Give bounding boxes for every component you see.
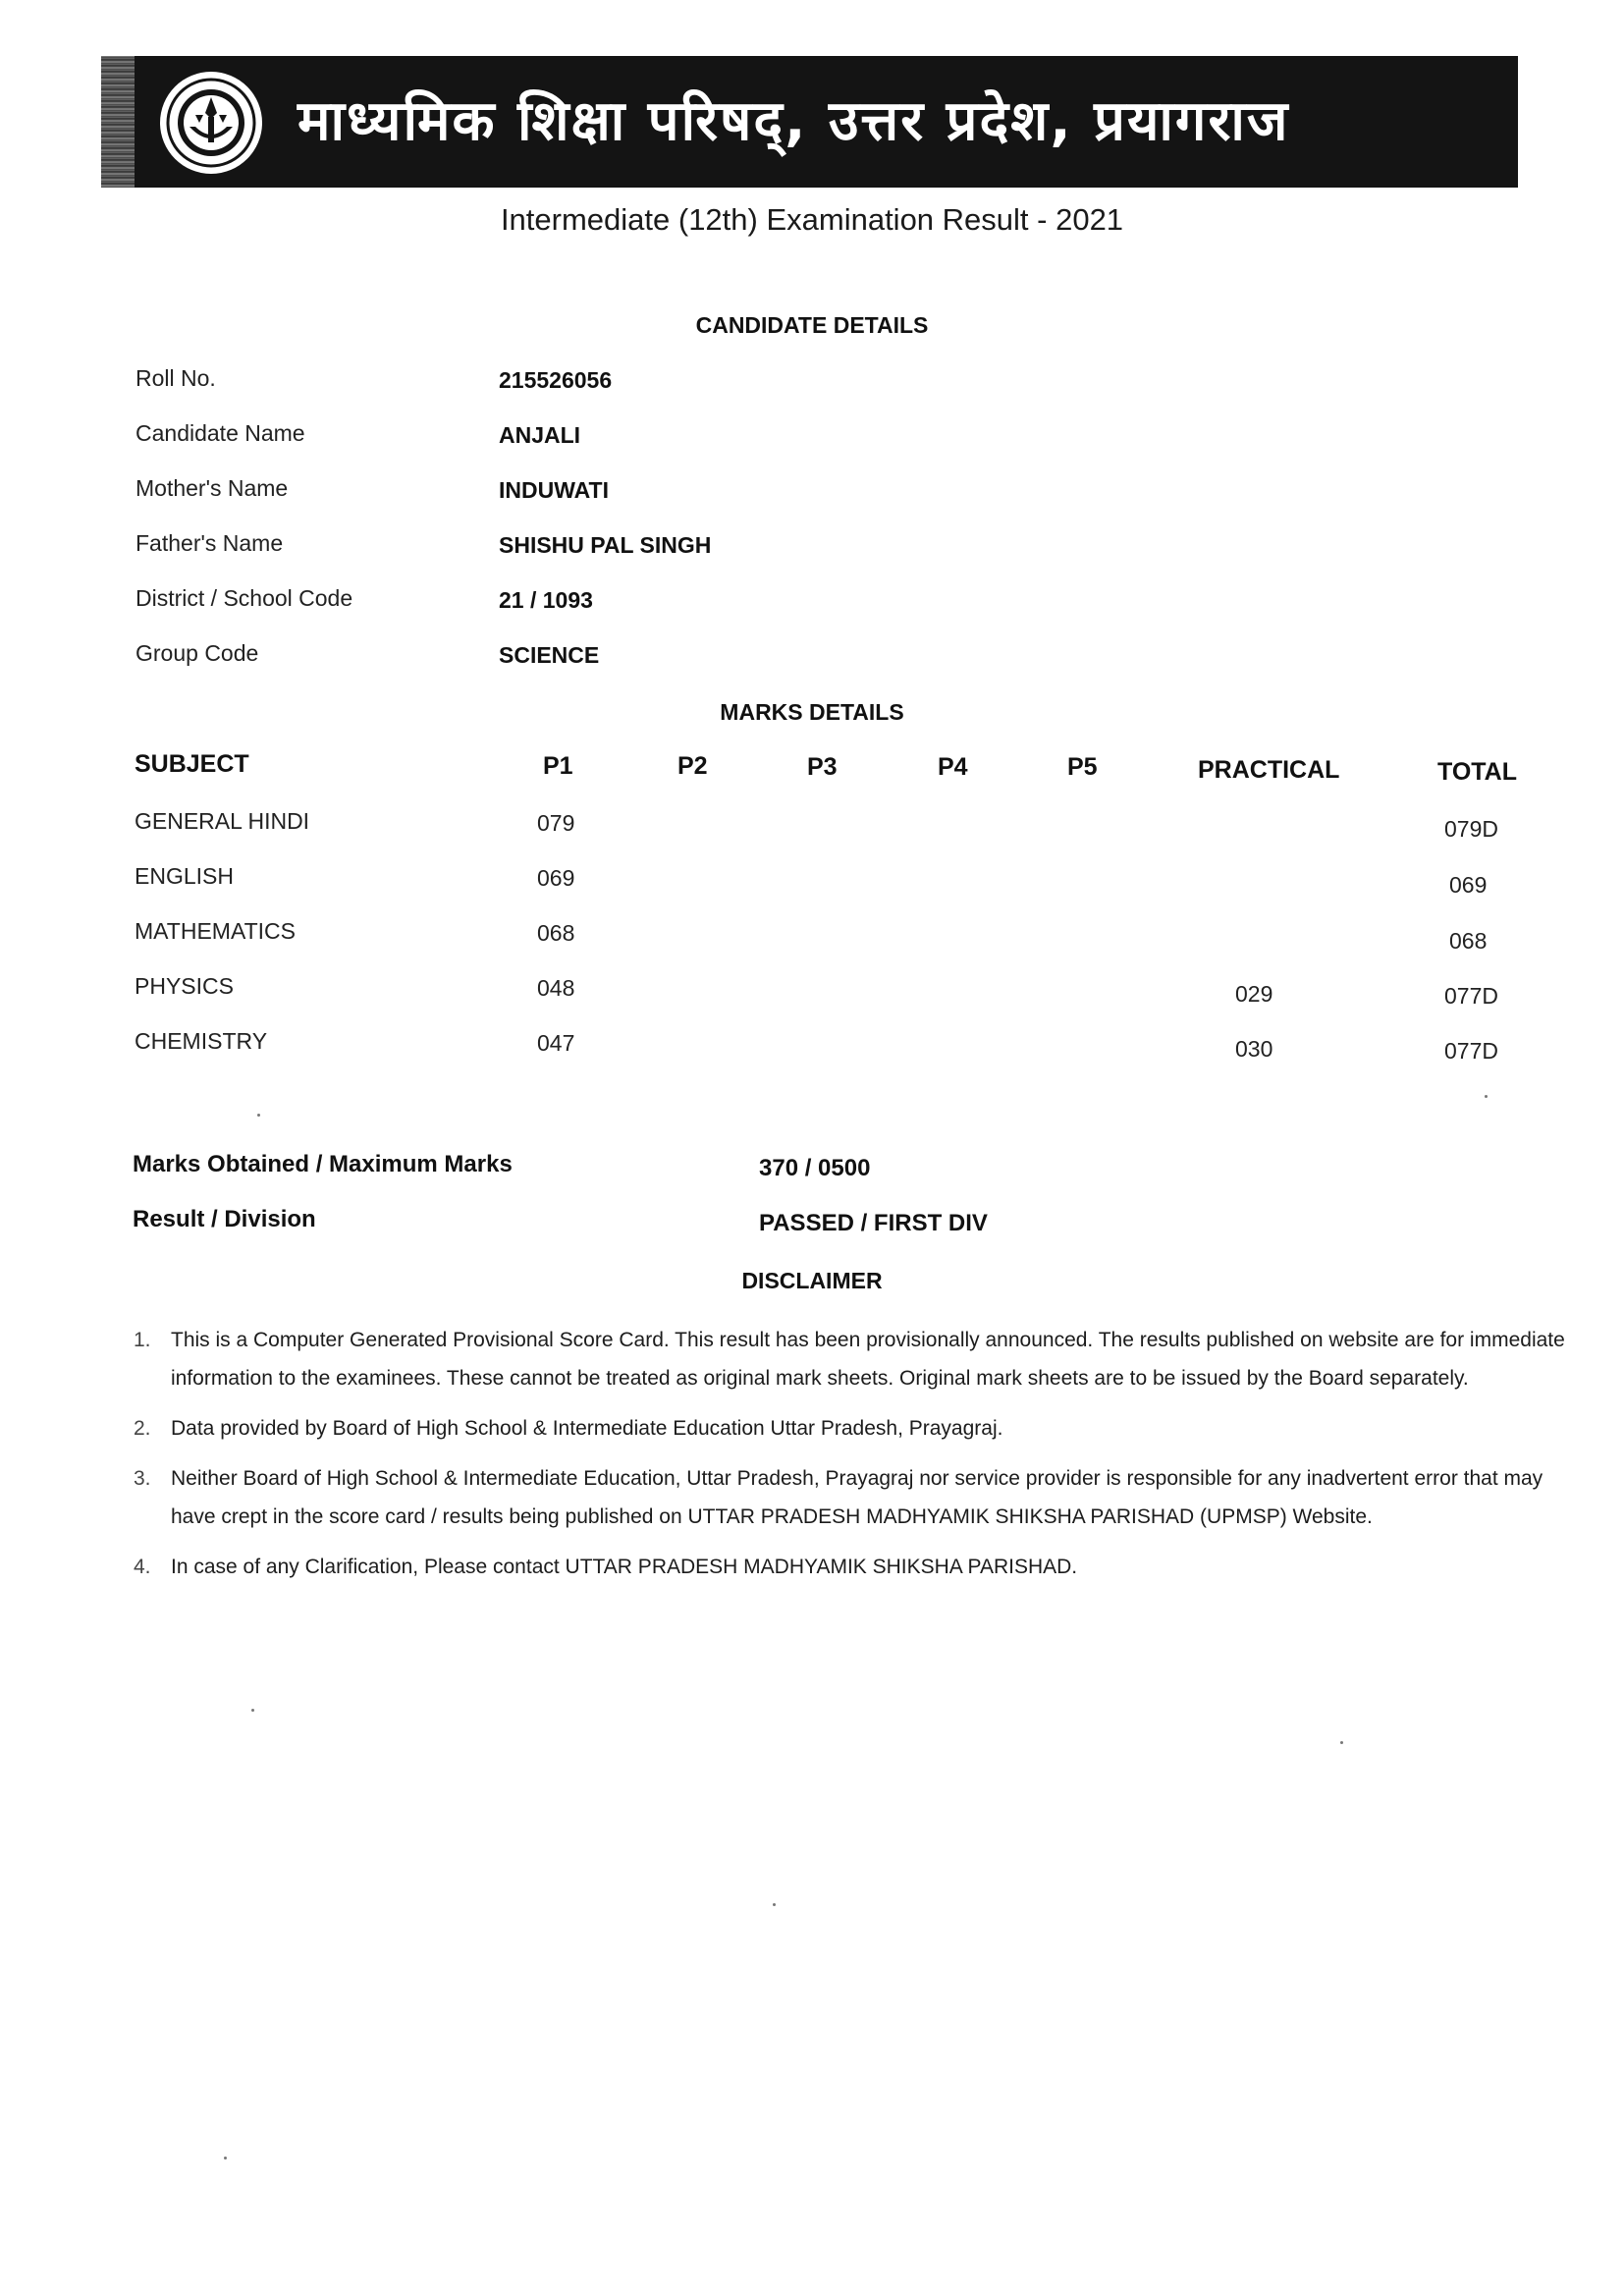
disclaimer-item — [134, 1459, 1565, 1536]
result-division-value: PASSED / FIRST DIV — [759, 1210, 988, 1236]
practical-cell: 030 — [1235, 1036, 1273, 1062]
exam-title: Intermediate (12th) Examination Result - 2021 — [500, 202, 1124, 237]
mother-name-value: INDUWATI — [499, 477, 610, 503]
father-name-label: Father's Name — [135, 530, 284, 556]
group-code-label: Group Code — [135, 640, 259, 666]
practical-cell: 029 — [1235, 981, 1273, 1007]
disclaimer-item-text: This is a Computer Generated Provisional Score Card. This result has been provisionally announced. The results published on website are for immediate information to the examinees. These cannot be treated as original mark sheets. Original mark sheets are to be issued by the Board separately. — [171, 1329, 1565, 1390]
marks-obtained-label: Marks Obtained / Maximum Marks — [133, 1151, 513, 1177]
scan-speck — [1485, 1095, 1488, 1098]
marks-details-title: MARKS DETAILS — [720, 699, 904, 725]
mother-name-label: Mother's Name — [135, 475, 289, 501]
disclaimer-item-text: Neither Board of High School & Intermediate Education, Uttar Pradesh, Prayagraj nor service provider is responsible for any inadvertent error that may have crept in the score card / results being published on UTTAR PRADESH MADHYAMIK SHIKSHA PARISHAD (UPMSP) Website. — [171, 1467, 1543, 1528]
disclaimer-item — [134, 1548, 1565, 1586]
candidate-name-label: Candidate Name — [135, 420, 305, 446]
total-cell: 077D — [1444, 983, 1498, 1009]
total-cell: 079D — [1444, 816, 1498, 842]
header-banner — [101, 56, 1518, 188]
p1-cell: 079 — [537, 810, 575, 836]
banner-scan-edge — [101, 56, 135, 188]
district-school-code-label: District / School Code — [135, 585, 353, 611]
disclaimer-title: DISCLAIMER — [741, 1268, 883, 1293]
disclaimer-item — [134, 1409, 1565, 1448]
marks-obtained-value: 370 / 0500 — [759, 1155, 871, 1181]
board-name-hindi: माध्यमिक शिक्षा परिषद्, उत्तर प्रदेश, प्रयागराज — [298, 89, 1290, 153]
p1-cell: 068 — [537, 920, 575, 946]
header-p4: P4 — [938, 753, 968, 781]
disclaimer-list — [134, 1321, 1565, 1598]
p1-cell: 069 — [537, 865, 575, 891]
header-subject: SUBJECT — [135, 750, 249, 778]
header-practical: PRACTICAL — [1198, 756, 1340, 784]
header-total: TOTAL — [1437, 758, 1518, 786]
district-school-code-value: 21 / 1093 — [499, 587, 593, 613]
subject-cell: CHEMISTRY — [135, 1028, 268, 1054]
header-p5: P5 — [1067, 753, 1098, 781]
candidate-details-title: CANDIDATE DETAILS — [695, 312, 929, 338]
board-emblem-icon — [156, 68, 266, 178]
disclaimer-item-number: 2. — [134, 1417, 151, 1440]
group-code-value: SCIENCE — [499, 642, 600, 668]
disclaimer-item-text: Data provided by Board of High School & Intermediate Education Uttar Pradesh, Prayagraj. — [171, 1417, 1003, 1440]
roll-no-label: Roll No. — [135, 365, 216, 391]
disclaimer-item-text: In case of any Clarification, Please contact UTTAR PRADESH MADHYAMIK SHIKSHA PARISHAD. — [171, 1556, 1078, 1578]
scan-speck — [257, 1114, 260, 1117]
header-p1: P1 — [543, 752, 573, 780]
p1-cell: 048 — [537, 975, 575, 1001]
p1-cell: 047 — [537, 1030, 575, 1056]
scan-speck — [224, 2157, 227, 2159]
total-cell: 068 — [1449, 928, 1488, 954]
subject-cell: ENGLISH — [135, 863, 234, 889]
result-division-label: Result / Division — [133, 1206, 316, 1232]
header-p3: P3 — [807, 753, 838, 781]
subject-cell: MATHEMATICS — [135, 918, 296, 944]
total-cell: 077D — [1444, 1038, 1498, 1064]
disclaimer-item-number: 1. — [134, 1329, 151, 1351]
scan-speck — [251, 1709, 254, 1712]
subject-cell: PHYSICS — [135, 973, 234, 999]
roll-no-value: 215526056 — [499, 367, 613, 393]
father-name-value: SHISHU PAL SINGH — [499, 532, 712, 558]
scan-speck — [773, 1903, 776, 1906]
subject-cell: GENERAL HINDI — [135, 808, 310, 834]
disclaimer-item-number: 3. — [134, 1467, 151, 1490]
disclaimer-item — [134, 1321, 1565, 1397]
total-cell: 069 — [1449, 872, 1488, 898]
scan-speck — [1340, 1741, 1343, 1744]
candidate-name-value: ANJALI — [499, 422, 581, 448]
header-p2: P2 — [677, 752, 708, 780]
disclaimer-item-number: 4. — [134, 1556, 151, 1578]
